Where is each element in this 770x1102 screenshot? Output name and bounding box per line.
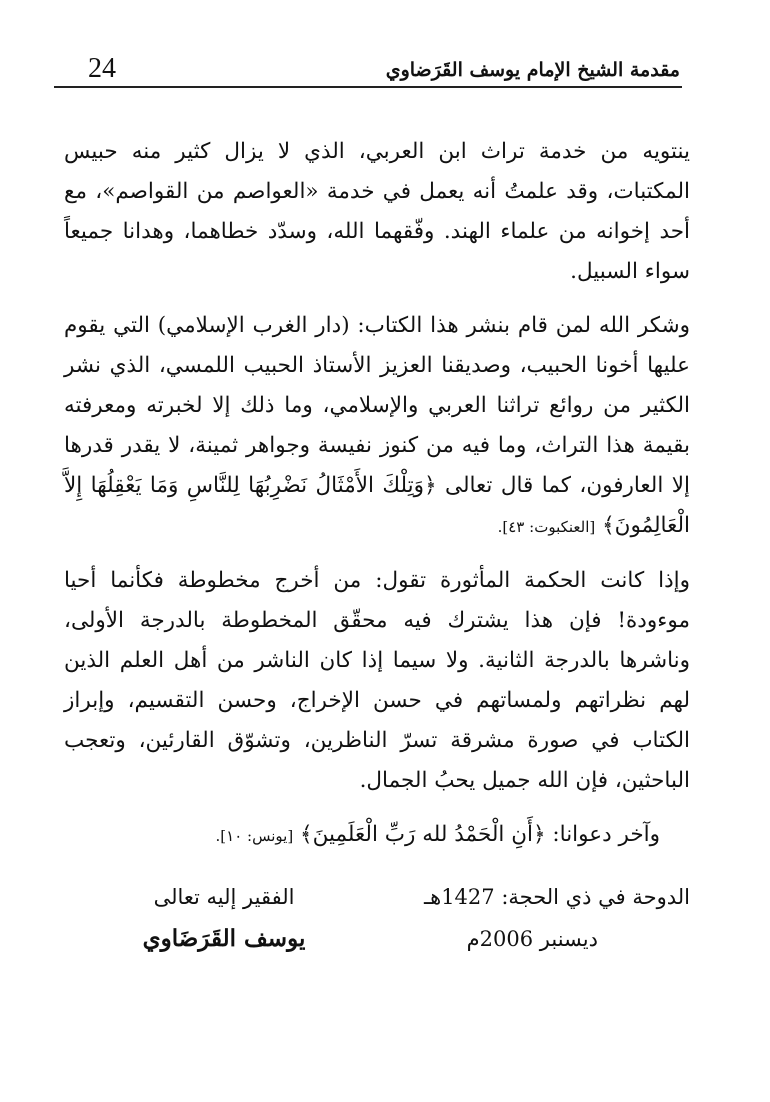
paragraph-1 (64, 132, 690, 292)
running-header (54, 52, 680, 86)
author-name: يوسف القَرَضَاوي (142, 925, 306, 952)
date-block (424, 876, 690, 960)
signoff-text: الفقير إليه تعالى (153, 885, 295, 909)
hijri-date: الدوحة في ذي الحجة: 1427هـ (423, 885, 690, 909)
paragraph-1-text: ينتويه من خدمة تراث ابن العربي، الذي لا يزال كثير منه حبيس المكتبات، وقد علمتُ أنه يعمل في خدمة «العواصم من القواصم»، مع أحد إخوانه من علماء الهند. وفّقهما الله، وسدّد خطاهما، وهدانا جميعاً سواء السبيل. (64, 139, 690, 284)
page-number: 24 (88, 53, 116, 84)
paragraph-4-text: وآخر دعوانا: ﴿أَنِ الْحَمْدُ لله رَبِّ الْعَلَمِينَ﴾ (300, 822, 660, 847)
paragraph-2-citation: [العنكبوت: ٤٣]. (497, 518, 596, 536)
paragraph-4 (64, 815, 690, 856)
running-title: مقدمة الشيخ الإمام يوسف القَرَضاوي (385, 59, 680, 81)
body-text (64, 132, 690, 856)
paragraph-3 (64, 561, 690, 801)
signature-block (124, 876, 324, 960)
header-rule (54, 86, 682, 88)
paragraph-3-text: وإذا كانت الحكمة المأثورة تقول: من أخرج مخطوطة فكأنما أحيا موءودة! فإن هذا يشترك فيه محقّق المخطوطة بالدرجة الأولى، وناشرها بالدرجة الثانية. ولا سيما إذا كان الناشر من أهل العلم الذين لهم نظراتهم ولمساتهم في حسن الإخراج، وحسن التقسيم، وإبراز الكتاب في صورة مشرقة تسرّ الناظرين، وتشوّق القارئين، وتعجب الباحثين، فإن الله جميل يحبُ الجمال. (64, 568, 690, 793)
paragraph-4-citation: [يونس: ١٠]. (215, 827, 294, 845)
gregorian-date: ديسنبر 2006م (466, 927, 598, 951)
paragraph-2-text: وشكر الله لمن قام بنشر هذا الكتاب: (دار الغرب الإسلامي) التي يقوم عليها أخونا الحبيب، وصديقنا العزيز الأستاذ الحبيب اللمسي، الذي نشر الكثير من روائع تراثنا العربي والإسلامي، وما ذلك إلا لخبرته ومعرفته بقيمة هذا التراث، وما فيه من كنوز نفيسة وجواهر ثمينة، لا يقدر قدرها إلا العارفون، كما قال تعالى ﴿وَتِلْكَ الأَمْثَالُ نَضْرِبُهَا لِلنَّاسِ وَمَا يَعْقِلُهَا إِلاَّ الْعَالِمُونَ﴾ (64, 313, 690, 538)
paragraph-2 (64, 306, 690, 547)
